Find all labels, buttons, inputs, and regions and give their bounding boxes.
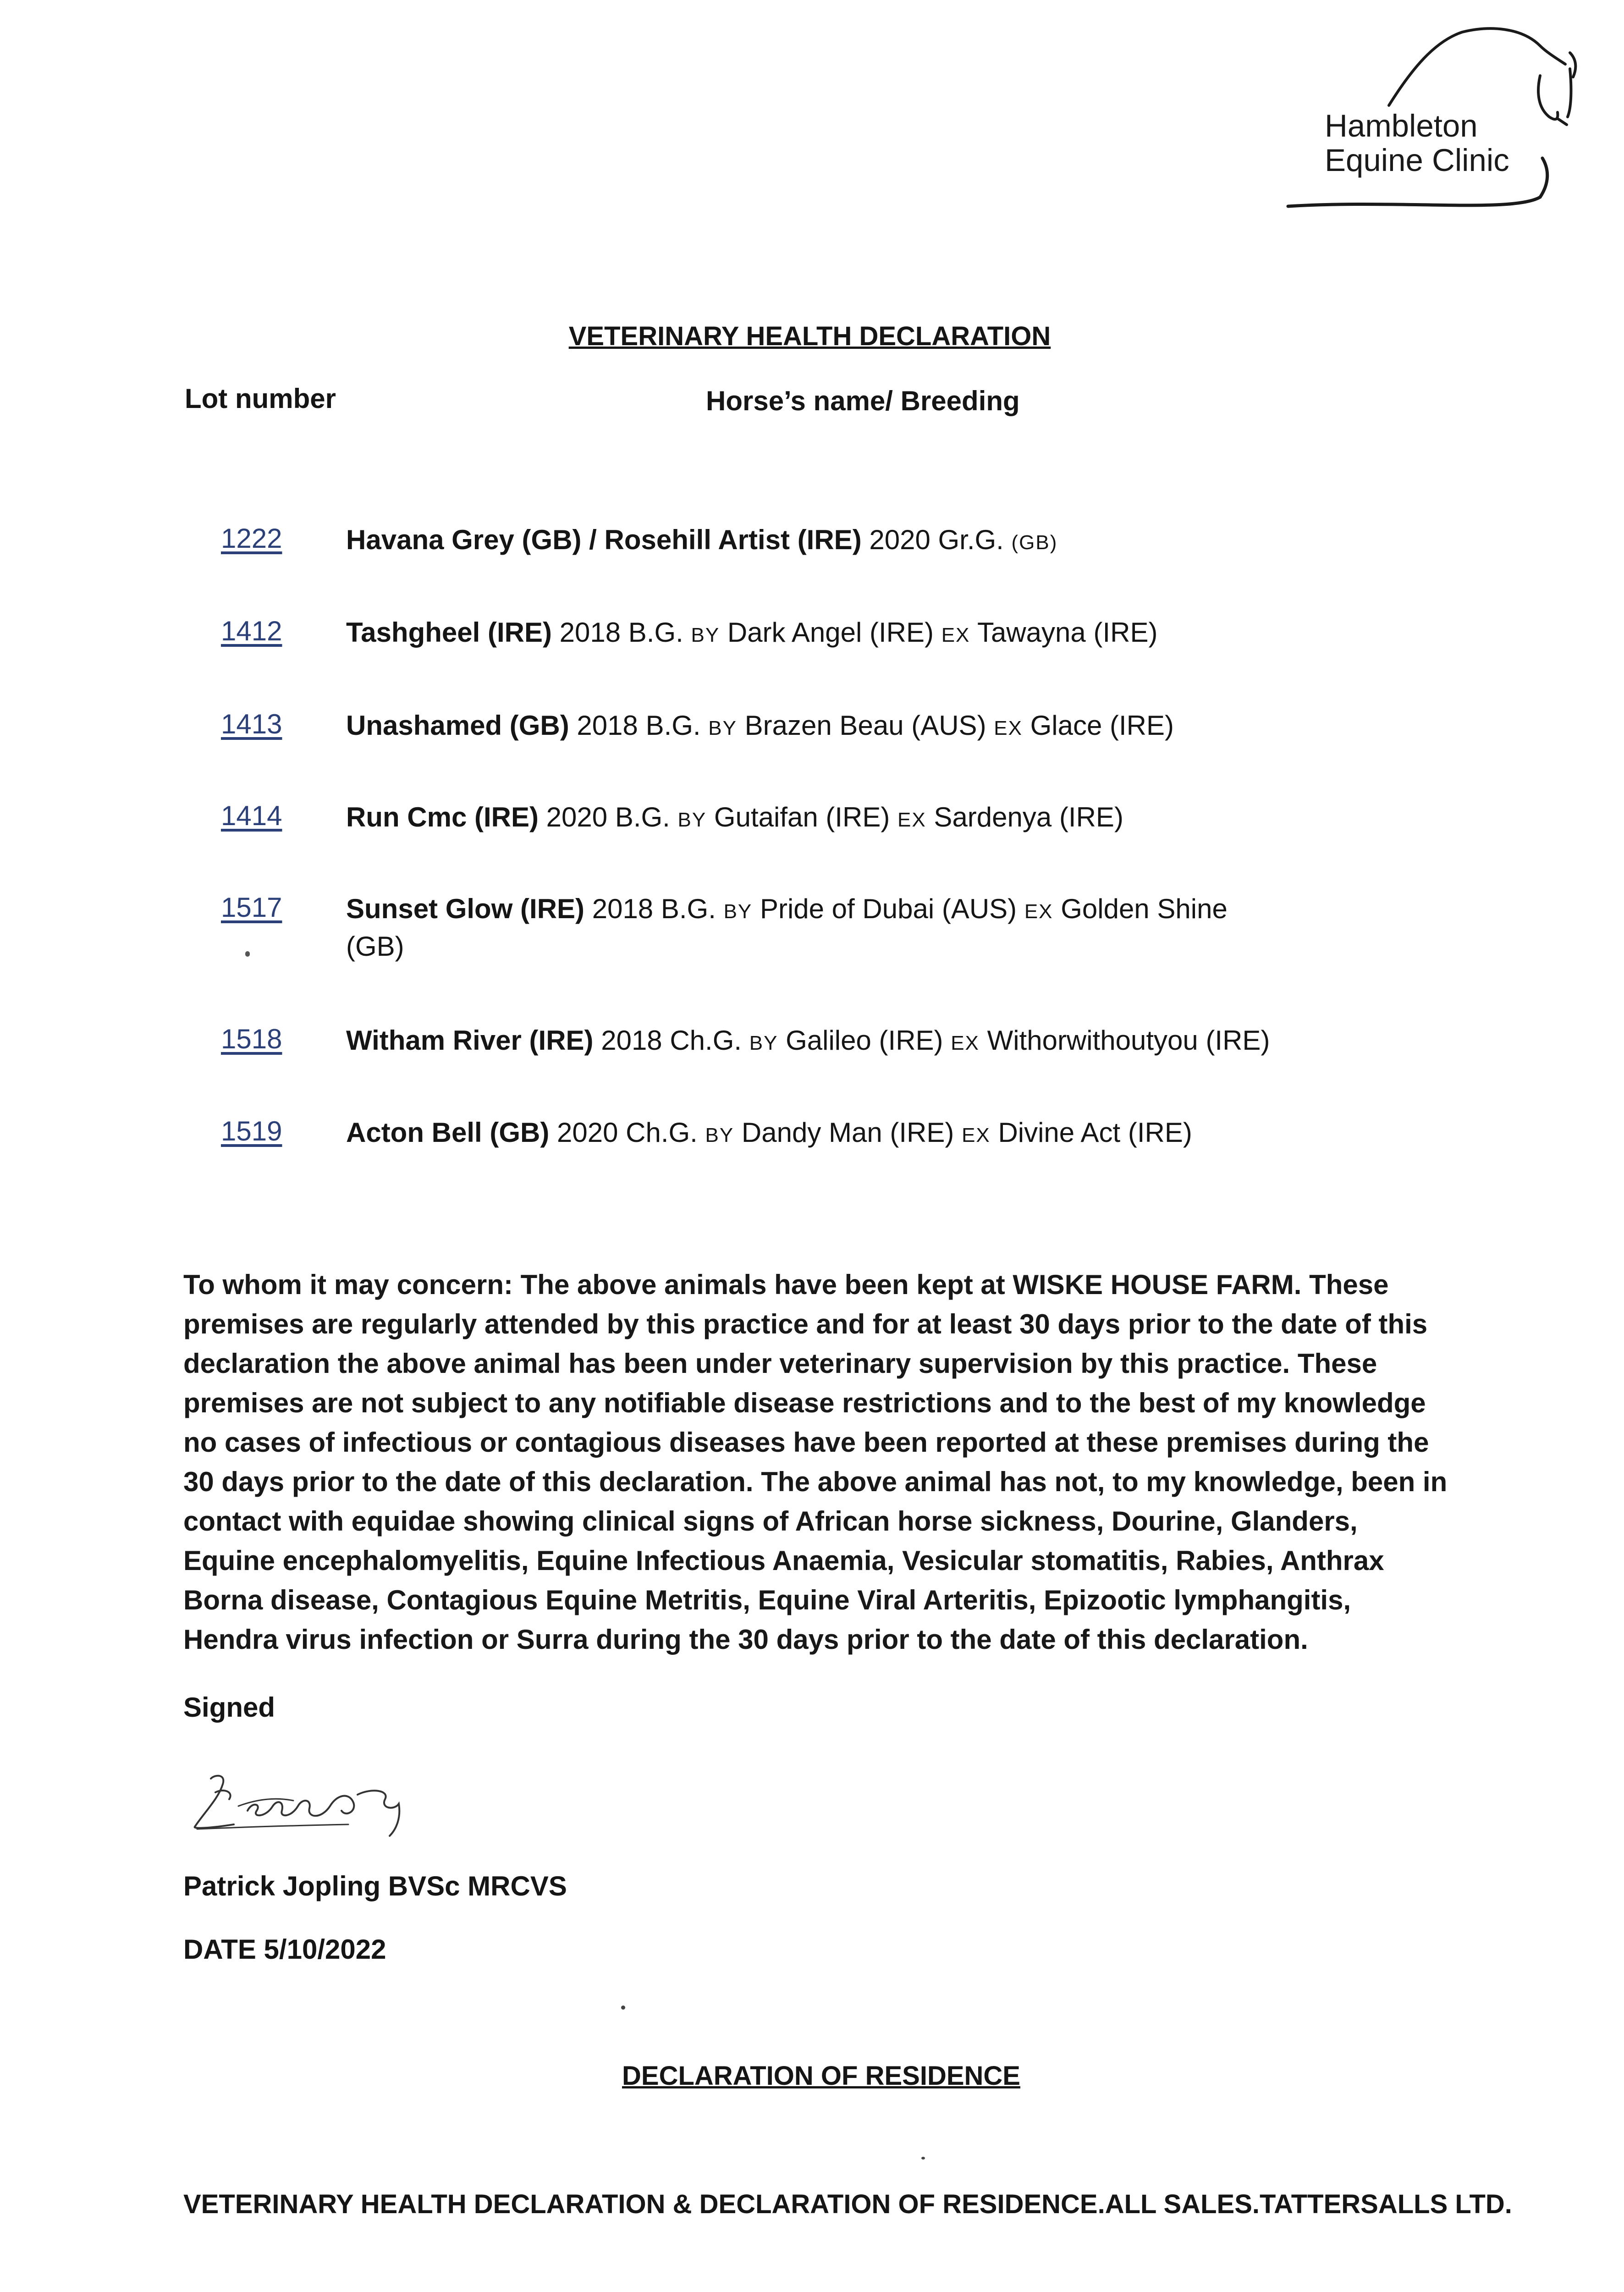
ex-label: EX xyxy=(994,717,1023,739)
horse-name: Unashamed (GB) xyxy=(346,710,569,741)
declaration-date: DATE 5/10/2022 xyxy=(183,1934,386,1965)
by-label: BY xyxy=(708,717,737,739)
ex-label: EX xyxy=(897,809,926,831)
sire-name: Dark Angel (IRE) xyxy=(727,617,934,648)
dam-name: Sardenya (IRE) xyxy=(934,802,1123,832)
column-header-lot: Lot number xyxy=(185,383,336,414)
horse-suffix: (GB) xyxy=(1011,531,1058,554)
horse-name: Run Cmc (IRE) xyxy=(346,802,539,832)
lot-number-link[interactable]: 1517 xyxy=(221,892,282,923)
dam-name: Withorwithoutyou (IRE) xyxy=(987,1025,1270,1056)
lot-description xyxy=(346,892,1286,964)
signature-image xyxy=(183,1760,422,1843)
lot-number-link[interactable]: 1222 xyxy=(221,523,282,554)
horse-name: Tashgheel (IRE) xyxy=(346,617,552,648)
dam-name: Golden Shine (GB) xyxy=(346,893,1228,962)
column-header-horse: Horse’s name/ Breeding xyxy=(706,386,1020,416)
dam-name: Divine Act (IRE) xyxy=(998,1117,1192,1148)
residence-title: DECLARATION OF RESIDENCE xyxy=(622,2061,1020,2091)
horse-name: Witham River (IRE) xyxy=(346,1025,594,1056)
clinic-logo xyxy=(1283,18,1581,220)
sire-name: Dandy Man (IRE) xyxy=(741,1117,954,1148)
page-title: VETERINARY HEALTH DECLARATION xyxy=(568,321,1051,351)
horse-name: Sunset Glow (IRE) xyxy=(346,893,585,924)
lot-description xyxy=(346,615,1286,653)
horse-name: Havana Grey (GB) / Rosehill Artist (IRE) xyxy=(346,524,862,555)
footer-text: VETERINARY HEALTH DECLARATION & DECLARATION OF RESIDENCE.ALL SALES.TATTERSALLS LTD. xyxy=(183,2189,1512,2219)
lot-number-link[interactable]: 1518 xyxy=(221,1024,282,1054)
sire-name: Gutaifan (IRE) xyxy=(714,802,890,832)
sire-name: Brazen Beau (AUS) xyxy=(744,710,986,741)
lot-description xyxy=(346,523,1286,560)
sire-name: Pride of Dubai (AUS) xyxy=(760,893,1017,924)
by-label: BY xyxy=(723,900,753,923)
lot-number-link[interactable]: 1414 xyxy=(221,800,282,831)
horse-name: Acton Bell (GB) xyxy=(346,1117,550,1148)
horse-detail: 2018 B.G. xyxy=(559,617,683,648)
lot-description xyxy=(346,1023,1286,1061)
lot-description xyxy=(346,800,1286,837)
vet-name: Patrick Jopling BVSc MRCVS xyxy=(183,1871,567,1901)
by-label: BY xyxy=(749,1032,778,1054)
lot-number-link[interactable]: 1413 xyxy=(221,709,282,739)
scan-speck xyxy=(621,2006,625,2010)
logo-text-line-1: Hambleton xyxy=(1325,108,1478,143)
declaration-paragraph: To whom it may concern: The above animals have been kept at WISKE HOUSE FARM. These premises are regularly attended by this practice and for at least 30 days prior to the date of this declaration the above animal has been under veterinary supervision by this practice. These premises are not subject to any notifiable disease restrictions and to the best of my knowledge no cases of infectious or contagious diseases have been reported at these premises during the 30 days prior to the date of this declaration. The above animal has not, to my knowledge, been in contact with equidae showing clinical signs of African horse sickness, Dourine, Glanders, Equine encephalomyelitis, Equine Infectious Anaemia, Vesicular stomatitis, Rabies, Anthrax Borna disease, Contagious Equine Metritis, Equine Viral Arteritis, Epizootic lymphangitis, Hendra virus infection or Surra during the 30 days prior to the date of this declaration. xyxy=(183,1269,1448,1655)
lot-description xyxy=(346,708,1286,746)
signed-label: Signed xyxy=(183,1692,275,1723)
ex-label: EX xyxy=(941,624,970,646)
lot-number-link[interactable]: 1412 xyxy=(221,616,282,646)
ex-label: EX xyxy=(962,1124,991,1146)
ex-label: EX xyxy=(1024,900,1053,923)
horse-detail: 2018 Ch.G. xyxy=(601,1025,742,1056)
lot-description xyxy=(346,1115,1286,1153)
sire-name: Galileo (IRE) xyxy=(786,1025,943,1056)
by-label: BY xyxy=(705,1124,734,1146)
scan-mark xyxy=(245,951,250,957)
dam-name: Tawayna (IRE) xyxy=(977,617,1158,648)
ex-label: EX xyxy=(951,1032,980,1054)
horse-detail: 2020 Gr.G. xyxy=(869,524,1004,555)
lot-number-link[interactable]: 1519 xyxy=(221,1116,282,1146)
by-label: BY xyxy=(691,624,720,646)
horse-detail: 2020 Ch.G. xyxy=(557,1117,698,1148)
by-label: BY xyxy=(677,809,707,831)
horse-detail: 2018 B.G. xyxy=(592,893,716,924)
horse-detail: 2020 B.G. xyxy=(546,802,670,832)
logo-text-line-2: Equine Clinic xyxy=(1325,143,1509,178)
scan-speck xyxy=(921,2157,925,2160)
dam-name: Glace (IRE) xyxy=(1030,710,1174,741)
horse-detail: 2018 B.G. xyxy=(577,710,701,741)
